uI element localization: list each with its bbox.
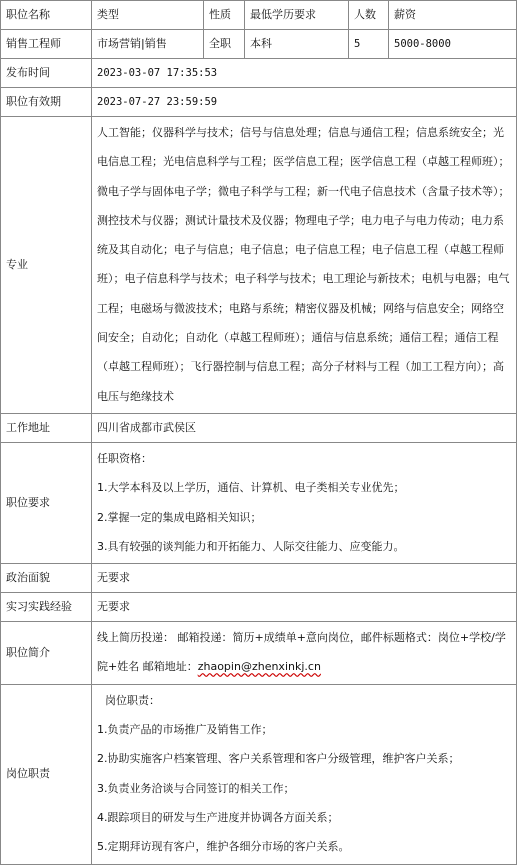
publish-time-label: 发布时间 xyxy=(1,59,92,88)
requirements-line: 1.大学本科及以上学历，通信、计算机、电子类相关专业优先； xyxy=(97,481,405,495)
duties-line: 岗位职责： xyxy=(105,693,160,707)
job-intro-text: 线上简历投递： 邮箱投递：简历+成绩单+意向岗位，邮件标题格式：岗位+学校/学院+姓名 邮箱地址： xyxy=(97,631,506,674)
internship-row xyxy=(1,593,517,622)
requirements-line: 3.具有较强的谈判能力和开拓能力、人际交往能力、应变能力。 xyxy=(97,539,405,553)
job-salary: 5000-8000 xyxy=(389,30,517,59)
valid-period-label: 职位有效期 xyxy=(1,88,92,117)
header-type: 类型 xyxy=(92,1,204,30)
major-row xyxy=(1,117,517,414)
publish-time-row xyxy=(1,59,517,88)
valid-period-value: 2023-07-27 23:59:59 xyxy=(92,88,517,117)
duties-line: 2.协助实施客户档案管理、客户关系管理和客户分级管理，维护客户关系； xyxy=(97,752,460,766)
location-row xyxy=(1,413,517,442)
duties-line: 4.跟踪项目的研发与生产进度并协调各方面关系； xyxy=(97,810,339,824)
header-row xyxy=(1,1,517,30)
requirements-row xyxy=(1,442,517,563)
job-type: 市场营销|销售 xyxy=(92,30,204,59)
duties-value xyxy=(92,684,517,864)
duties-line: 5.定期拜访现有客户，维护各细分市场的客户关系。 xyxy=(97,840,350,854)
header-job-name: 职位名称 xyxy=(1,1,92,30)
location-label: 工作地址 xyxy=(1,413,92,442)
header-education: 最低学历要求 xyxy=(245,1,349,30)
header-count: 人数 xyxy=(349,1,389,30)
job-nature: 全职 xyxy=(204,30,245,59)
duties-line: 1.负责产品的市场推广及销售工作； xyxy=(97,723,273,737)
job-row xyxy=(1,30,517,59)
major-label: 专业 xyxy=(1,117,92,414)
requirements-label: 职位要求 xyxy=(1,442,92,563)
internship-label: 实习实践经验 xyxy=(1,593,92,622)
contact-email-link[interactable]: zhaopin@zhenxinkj.cn xyxy=(197,660,321,674)
job-intro-row xyxy=(1,622,517,685)
job-count: 5 xyxy=(349,30,389,59)
job-education: 本科 xyxy=(245,30,349,59)
duties-label: 岗位职责 xyxy=(1,684,92,864)
major-value: 人工智能；仪器科学与技术；信号与信息处理；信息与通信工程；信息系统安全；光电信息工程；光电信息科学与工程；医学信息工程；医学信息工程（卓越工程师班）；微电子学与固体电子学；微电子科学与工程；新一代电子信息技术（含量子技术等）；测控技术与仪器；测试计量技术及仪器；物理电子学；电力电子与电力传动；电力系统及其自动化；电子与信息；电子信息；电子信息工程；电子信息工程（卓越工程师班）；电子信息科学与技术；电子科学与技术；电工理论与新技术；电机与电器；电气工程；电磁场与微波技术；电路与系统；精密仪器及机械；网络与信息安全；网络空间安全；自动化；自动化（卓越工程师班）；通信与信息系统；通信工程；通信工程（卓越工程师班）；飞行器控制与信息工程；高分子材料与工程（加工工程方向）；高电压与绝缘技术 xyxy=(92,117,517,414)
politics-value: 无要求 xyxy=(92,564,517,593)
header-salary: 薪资 xyxy=(389,1,517,30)
job-name: 销售工程师 xyxy=(1,30,92,59)
requirements-value xyxy=(92,442,517,563)
duties-row xyxy=(1,684,517,864)
job-intro-label: 职位简介 xyxy=(1,622,92,685)
valid-period-row xyxy=(1,88,517,117)
job-intro-value xyxy=(92,622,517,685)
politics-row xyxy=(1,564,517,593)
duties-line: 3.负责业务洽谈与合同签订的相关工作； xyxy=(97,781,295,795)
politics-label: 政治面貌 xyxy=(1,564,92,593)
publish-time-value: 2023-03-07 17:35:53 xyxy=(92,59,517,88)
location-value: 四川省成都市武侯区 xyxy=(92,413,517,442)
internship-value: 无要求 xyxy=(92,593,517,622)
requirements-line: 2.掌握一定的集成电路相关知识； xyxy=(97,510,262,524)
header-nature: 性质 xyxy=(204,1,245,30)
requirements-line: 任职资格： xyxy=(97,451,152,465)
